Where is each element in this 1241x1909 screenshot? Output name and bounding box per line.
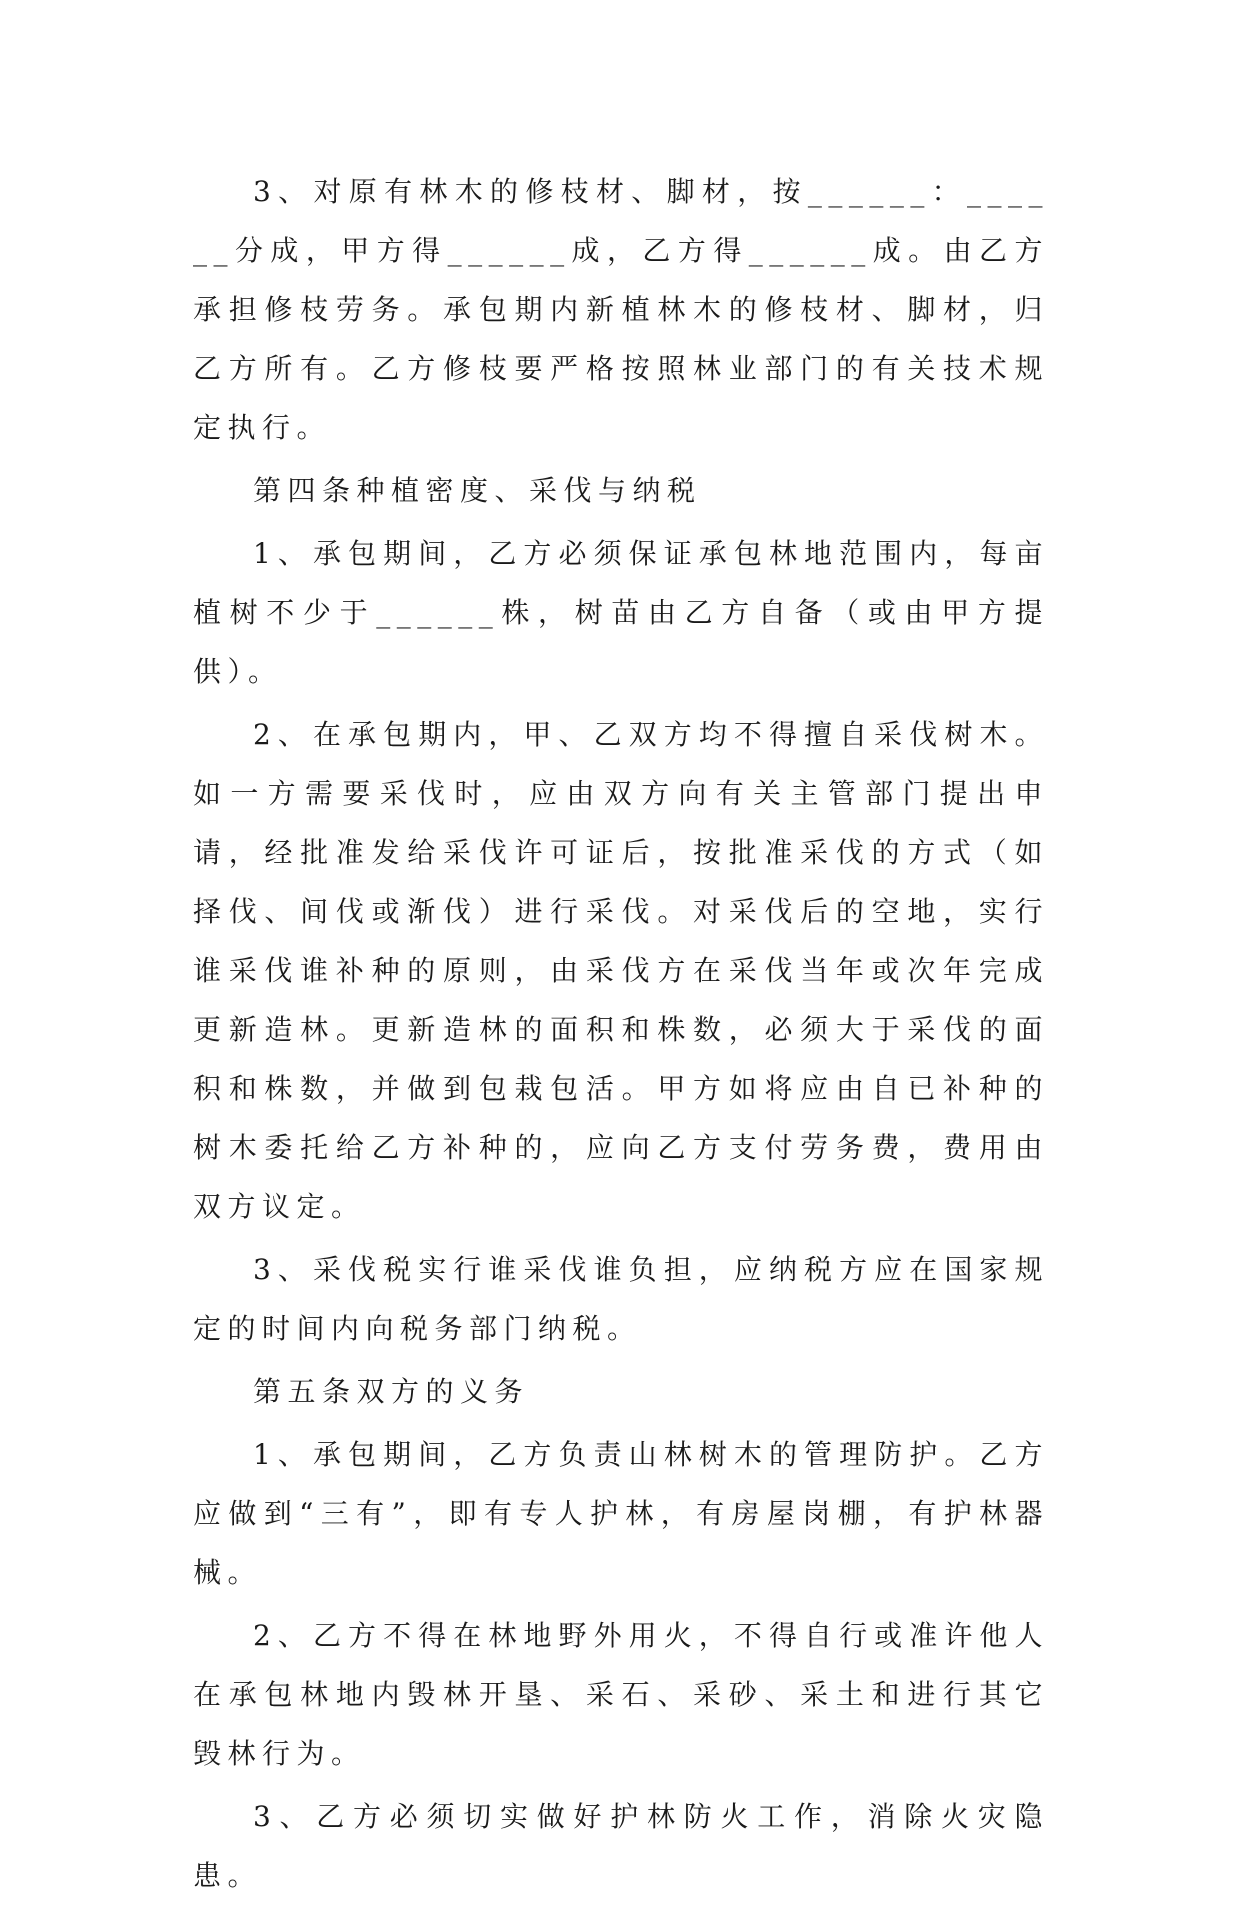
paragraph-pruning-share: 3、对原有林木的修枝材、脚材，按______：______分成，甲方得______成，乙方得______成。由乙方承担修枝劳务。承包期内新植林木的修枝材、脚材，归乙方所有。乙方修枝要严格按照林业部门的有关技术规定执行。 [193,175,1049,444]
paragraph-logging-tax: 3、采伐税实行谁采伐谁负担，应纳税方应在国家规定的时间内向税务部门纳税。 [193,1253,1049,1345]
paragraph-forest-protection: 1、承包期间，乙方负责山林树木的管理防护。乙方应做到“三有”，即有专人护林，有房屋岗棚，有护林器械。 [193,1438,1049,1589]
paragraph-fire-prohibition: 2、乙方不得在林地野外用火，不得自行或准许他人在承包林地内毁林开垦、采石、采砂、采土和进行其它毁林行为。 [193,1619,1049,1770]
paragraph-logging-rules: 2、在承包期内，甲、乙双方均不得擅自采伐树木。如一方需要采伐时，应由双方向有关主管部门提出申请，经批准发给采伐许可证后，按批准采伐的方式（如择伐、间伐或渐伐）进行采伐。对采伐后的空地，实行谁采伐谁补种的原则，由采伐方在采伐当年或次年完成更新造林。更新造林的面积和株数，必须大于采伐的面积和株数，并做到包栽包活。甲方如将应由自已补种的树木委托给乙方补种的，应向乙方支付劳务费，费用由双方议定。 [193,718,1049,1223]
section-heading-article-5: 第五条双方的义务 [253,1375,530,1408]
section-heading-article-4: 第四条种植密度、采伐与纳税 [253,474,702,507]
document-body [193,162,1049,1909]
paragraph-fire-prevention: 3、乙方必须切实做好护林防火工作，消除火灾隐患。 [193,1800,1049,1892]
paragraph-planting-density: 1、承包期间，乙方必须保证承包林地范围内，每亩植树不少于______株，树苗由乙方自备（或由甲方提供）。 [193,537,1049,688]
